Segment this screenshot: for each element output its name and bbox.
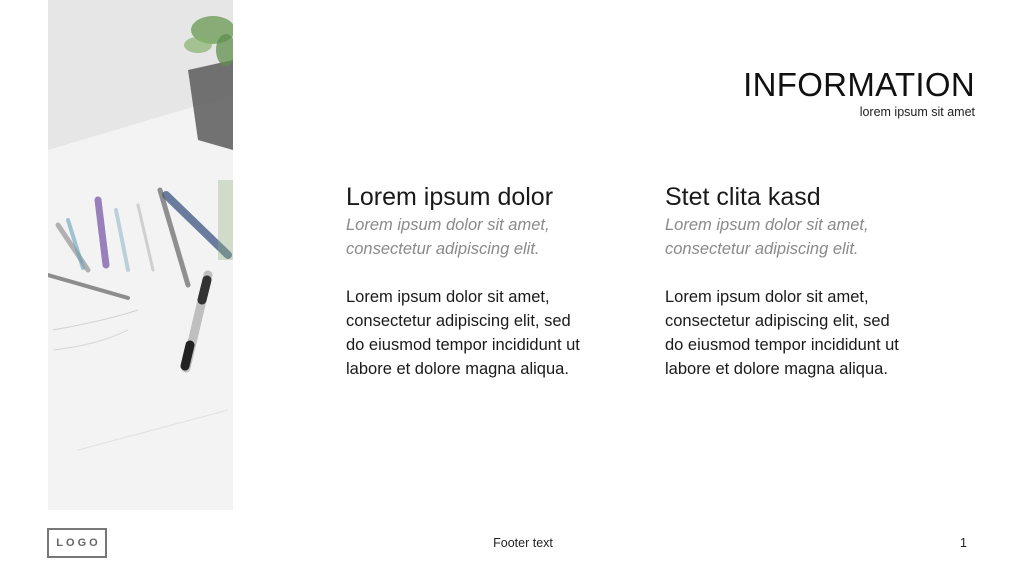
logo: LOGO <box>47 528 107 558</box>
page-number: 1 <box>960 536 967 550</box>
column-body: Lorem ipsum dolor sit amet, consectetur adipiscing elit, sed do eiusmod tempor incididunt ut labore et dolore magna aliqua. <box>665 288 899 378</box>
column-body: Lorem ipsum dolor sit amet, consectetur adipiscing elit, sed do eiusmod tempor incididunt ut labore et dolore magna aliqua. <box>346 288 580 378</box>
column-heading: Lorem ipsum dolor <box>346 183 554 211</box>
footer-text: Footer text <box>493 536 553 550</box>
column-subheading: Lorem ipsum dolor sit amet, consectetur adipiscing elit. <box>346 216 550 258</box>
content-column-1 <box>346 182 606 381</box>
slide-title: INFORMATION <box>743 66 975 103</box>
desk-pens-photo <box>48 0 233 510</box>
photo-illustration <box>48 0 233 510</box>
content-column-2 <box>665 182 925 381</box>
slide-subtitle: lorem ipsum sit amet <box>859 105 975 119</box>
column-heading: Stet clita kasd <box>665 183 821 211</box>
column-subheading: Lorem ipsum dolor sit amet, consectetur adipiscing elit. <box>665 216 869 258</box>
